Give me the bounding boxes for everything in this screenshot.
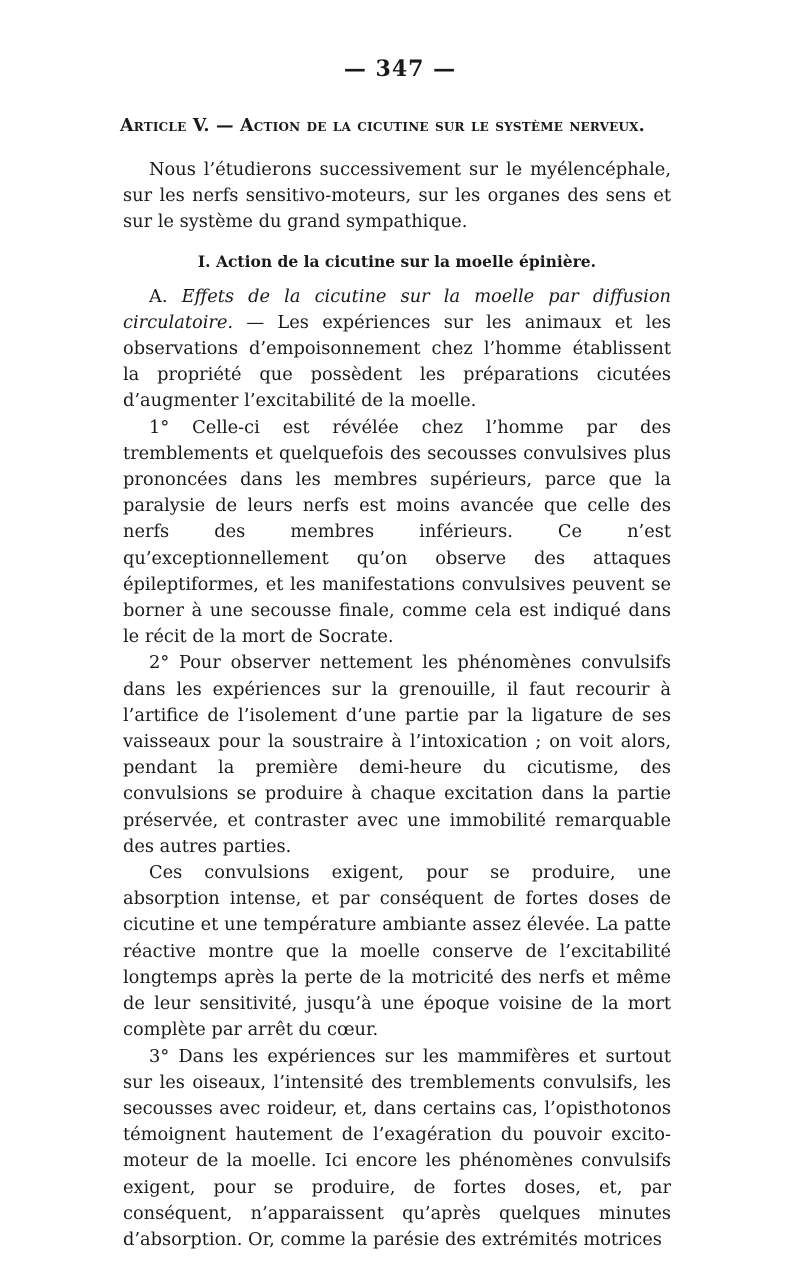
paragraph-2: 2° Pour observer nettement les phénomènes convulsifs dans les expériences sur la grenouille, il faut recourir à l’artifice de l’isolement d’une partie par la ligature de ses vaisseaux pour la soustraire à l’intoxication ; on voit alors, pendant la première demi-heure du cicutisme, des convulsions se produire à chaque excitation dans la partie préservée, et contraster avec une immobilité remarquable des autres parties.: [123, 652, 671, 857]
paragraph-3: Ces convulsions exigent, pour se produire, une absorption intense, et par conséquent de fortes doses de cicutine et une température ambiante assez élevée. La patte réactive montre que la moelle conserve de l’excitabilité longtemps après la perte de la motricité des nerfs et même de leur sensitivité, jusqu’à une époque voisine de la mort complète par arrêt du cœur.: [123, 862, 671, 1041]
intro-paragraph: Nous l’étudierons successivement sur le myélencéphale, sur les nerfs sensitivo-moteurs, sur les organes des sens et sur le système du grand sympathique.: [123, 159, 671, 233]
article-heading: Article V. — Action de la cicutine sur le système nerveux.: [120, 116, 645, 136]
page-number: — 347 —: [343, 56, 457, 82]
paragraph-1: 1° Celle-ci est révélée chez l’homme par des tremblements et quelquefois des secousses convulsives plus prononcées dans les membres supérieurs, parce que la paralysie de leurs nerfs est moins avancée que celle des nerfs des membres inférieurs. Ce n’est qu’exceptionnellement qu’on observe des attaques épileptiformes, et les manifestations convulsives peuvent se borner à une secousse finale, comme cela est indiqué dans le récit de la mort de Socrate.: [123, 416, 671, 648]
paragraph-4: 3° Dans les expériences sur les mammifères et surtout sur les oiseaux, l’intensité des tremblements convulsifs, les secousses avec roideur, et, dans certains cas, l’opisthotonos témoignent hautement de l’exagération du pouvoir excito-moteur de la moelle. Ici encore les phénomènes convulsifs exigent, pour se produire, de fortes doses, et, par conséquent, n’apparaissent qu’après quelques minutes d’absorption. Or, comme la parésie des extrémités motrices: [123, 1045, 671, 1250]
subsection-title: Effets de la cicutine sur la moelle par diffusion circulatoire.: [123, 285, 671, 333]
subsection-label: A.: [149, 285, 168, 307]
subsection-text: — Les expériences sur les animaux et les observations d’empoisonnement chez l’homme établissent la propriété que possèdent les préparations cicutées d’augmenter l’excitabilité de la moelle.: [123, 311, 671, 412]
subsection-paragraph: [123, 284, 671, 415]
section-heading: I. Action de la cicutine sur la moelle épinière.: [197, 251, 597, 271]
page-body: [123, 157, 671, 1253]
